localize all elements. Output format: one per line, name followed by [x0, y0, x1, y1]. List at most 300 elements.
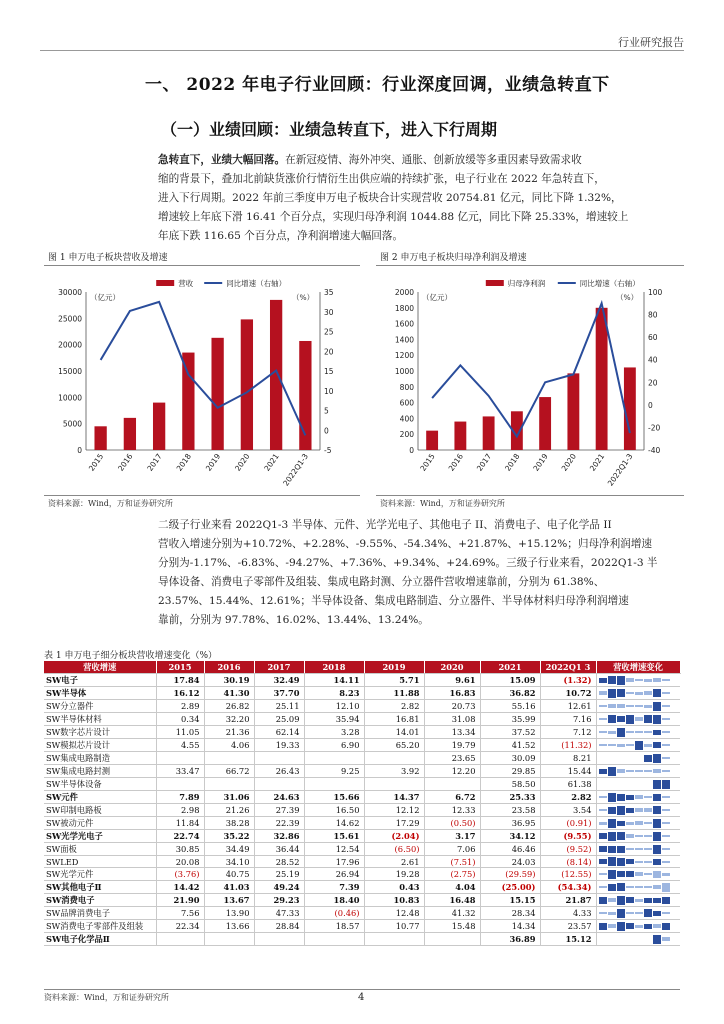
growth-sparkline: [596, 752, 680, 765]
table-header-2: 2016: [204, 661, 254, 674]
figure1-bottom-rule: [44, 495, 360, 496]
table-cell: (29.59): [480, 868, 540, 881]
sparkline-block: [653, 832, 661, 841]
sparkline-block: [617, 754, 625, 763]
sparkline-block: [653, 678, 661, 682]
sparkline-block: [653, 730, 661, 735]
table-row: [44, 765, 680, 778]
sparkline-block: [599, 859, 607, 864]
sparkline-block: [662, 883, 670, 892]
table-cell: 30.85: [156, 843, 204, 856]
sparkline-block: [626, 780, 634, 789]
table-row: [44, 933, 680, 946]
table-cell: 19.79: [424, 739, 480, 752]
sparkline-block: [599, 822, 607, 825]
np-ytick-left-7: 1400: [394, 335, 414, 345]
table-cell: 19.28: [364, 868, 424, 881]
table-cell: 35.94: [304, 713, 364, 726]
sparkline-block: [635, 770, 643, 772]
table-cell: 22.34: [156, 920, 204, 933]
para2-line-4: 导体设备、消费电子零部件及组装、集成电路封测、分立器件营收增速靠前，分别为 61.38%、: [158, 576, 605, 588]
para2-line-2: 营收入增速分别为+10.72%、+2.28%、-9.55%、-54.34%、+21.87%、+15.12%；归母净利润增速: [158, 538, 653, 550]
sparkline-block: [608, 676, 616, 684]
table-row: [44, 843, 680, 856]
table-caption: 表 1 申万电子细分板块营收增速变化（%）: [44, 651, 218, 661]
table-row: [44, 791, 680, 804]
table-row-name: SW面板: [44, 843, 156, 856]
sparkline-block: [617, 846, 625, 853]
table-cell: 26.94: [304, 868, 364, 881]
np-xtick-5: 2020: [559, 451, 579, 473]
np-xtick-2: 2017: [474, 451, 494, 473]
para1-line-2: 缩的背景下，叠加北前缺货涨价行情衍生出供应端的持续扩张，电子行业在 2022 年急转直下，: [158, 173, 605, 185]
sparkline-block: [644, 898, 652, 903]
sparkline-block: [626, 678, 634, 682]
sparkline-block: [662, 780, 670, 789]
table-row-name: SW被动元件: [44, 817, 156, 830]
table-cell: (2.75): [424, 868, 480, 881]
table-cell: 8.23: [304, 687, 364, 700]
table-cell: 27.39: [254, 804, 304, 817]
table-row: [44, 739, 680, 752]
para2-line-5: 23.57%、15.44%、12.61%；半导体设备、集成电路制造、分立器件、半导体材料归母净利润增速: [158, 595, 629, 607]
sparkline-block: [626, 715, 634, 724]
np-ytick-right-6: 80: [648, 310, 658, 320]
sparkline-block: [644, 770, 652, 772]
np-ytick-left-4: 800: [399, 382, 414, 392]
sparkline-block: [635, 886, 643, 888]
table-cell: 23.58: [480, 804, 540, 817]
table-row-name: SW半导体: [44, 687, 156, 700]
table-header-7: 2021: [480, 661, 540, 674]
sparkline-block: [599, 718, 607, 720]
table-row-name: SW半导体材料: [44, 713, 156, 726]
sparkline-block: [617, 922, 625, 931]
table-cell: 13.67: [204, 894, 254, 907]
np-ytick-right-2: 0: [648, 400, 653, 410]
sparkline-block: [599, 744, 607, 746]
table-row-name: SW集成电路封测: [44, 765, 156, 778]
table-cell: 7.16: [540, 713, 596, 726]
sparkline-block: [608, 870, 616, 879]
sparkline-block: [635, 912, 643, 914]
table-row: [44, 907, 680, 920]
table-cell: (3.76): [156, 868, 204, 881]
report-header: 行业研究报告: [618, 36, 684, 49]
table-cell: 14.34: [480, 920, 540, 933]
table-row: [44, 713, 680, 726]
sparkline-block: [635, 754, 643, 763]
table-cell: 34.10: [204, 856, 254, 868]
sparkline-block: [635, 925, 643, 928]
sparkline-block: [608, 807, 616, 814]
table-cell: 21.36: [204, 726, 254, 739]
sparkline-block: [653, 780, 661, 789]
sparkline-block: [644, 924, 652, 929]
page-number: 4: [358, 992, 365, 1003]
sparkline-block: [617, 806, 625, 815]
table-header-3: 2017: [254, 661, 304, 674]
rev-xtick-2: 2017: [145, 451, 164, 473]
sparkline-block: [599, 769, 607, 774]
table-row-name: SW其他电子Ⅱ: [44, 881, 156, 894]
revenue-growth-table: [44, 661, 681, 946]
table-header-4: 2018: [304, 661, 364, 674]
growth-sparkline: [596, 881, 680, 894]
np-ytick-left-3: 600: [399, 398, 414, 408]
figure2-rule: [376, 265, 684, 266]
rev-xtick-4: 2019: [203, 451, 223, 473]
header-divider: [40, 50, 684, 51]
sparkline-block: [644, 886, 652, 888]
sparkline-block: [617, 871, 625, 877]
table-cell: 12.33: [424, 804, 480, 817]
figure1-caption: 图 1 申万电子板块营收及增速: [48, 253, 168, 263]
rev-xtick-5: 2020: [233, 451, 252, 473]
np-legend-bar-label: 归母净利润: [507, 279, 546, 288]
table-cell: 7.06: [424, 843, 480, 856]
table-cell: 25.11: [254, 700, 304, 713]
sparkline-block: [662, 757, 670, 759]
table-cell: [254, 778, 304, 791]
np-legend-bar-swatch: [486, 280, 504, 286]
table-cell: 3.28: [304, 726, 364, 739]
table-cell: 21.90: [156, 894, 204, 907]
growth-sparkline: [596, 856, 680, 868]
growth-sparkline: [596, 894, 680, 907]
growth-sparkline: [596, 907, 680, 920]
sparkline-block: [635, 731, 643, 733]
table-row-name: SW电子化学品Ⅱ: [44, 933, 156, 946]
table-cell: 34.49: [204, 843, 254, 856]
sparkline-block: [626, 897, 634, 903]
sparkline-block: [635, 717, 643, 721]
sparkline-block: [626, 834, 634, 838]
np-bar-4: [539, 397, 551, 450]
sparkline-block: [662, 679, 670, 681]
sparkline-block: [653, 911, 661, 916]
table-cell: 28.34: [480, 907, 540, 920]
np-bar-5: [567, 373, 579, 450]
sparkline-block: [635, 935, 643, 944]
sparkline-block: [599, 754, 607, 763]
table-cell: [364, 933, 424, 946]
growth-sparkline: [596, 868, 680, 881]
sparkline-block: [644, 935, 652, 944]
table-header-8: 2022Q1 3: [540, 661, 596, 674]
np-ytick-left-9: 1800: [394, 303, 414, 313]
table-cell: 25.09: [254, 713, 304, 726]
table-cell: 16.50: [304, 804, 364, 817]
para1-line-5: 年底下跌 116.65 个百分点，净利润增速大幅回落。: [158, 230, 404, 242]
table-row-name: SW半导体设备: [44, 778, 156, 791]
table-cell: 4.04: [424, 881, 480, 894]
table-cell: (7.51): [424, 856, 480, 868]
sparkline-block: [644, 691, 652, 695]
sparkline-block: [662, 770, 670, 772]
sparkline-block: [626, 859, 634, 864]
table-cell: 31.08: [424, 713, 480, 726]
np-ytick-left-0: 0: [409, 446, 414, 455]
table-cell: 9.25: [304, 765, 364, 778]
sparkline-block: [653, 845, 661, 854]
sparkline-block: [617, 704, 625, 708]
table-cell: 17.96: [304, 856, 364, 868]
table-cell: 13.66: [204, 920, 254, 933]
growth-sparkline: [596, 830, 680, 843]
np-ytick-left-5: 1000: [394, 367, 414, 376]
sparkline-block: [635, 861, 643, 863]
table-row: [44, 894, 680, 907]
sparkline-block: [617, 744, 625, 747]
table-cell: 21.87: [540, 894, 596, 907]
table-cell: 41.30: [204, 687, 254, 700]
rev-ytick-left-1: 5000: [62, 419, 82, 429]
sparkline-block: [644, 715, 652, 723]
para2-line-6: 靠前，分别为 97.78%、16.02%、13.44%、13.24%。: [158, 614, 429, 626]
sparkline-block: [644, 909, 652, 917]
sparkline-block: [662, 796, 670, 798]
rev-ytick-right-5: 20: [324, 347, 334, 357]
sparkline-block: [635, 692, 643, 695]
table-row-name: SW分立器件: [44, 700, 156, 713]
table-cell: 4.33: [540, 907, 596, 920]
growth-sparkline: [596, 739, 680, 752]
sparkline-block: [626, 692, 634, 694]
sparkline-block: [653, 871, 661, 878]
np-ytick-left-8: 1600: [394, 319, 414, 329]
table-cell: 16.48: [424, 894, 480, 907]
table-cell: (0.91): [540, 817, 596, 830]
sparkline-block: [608, 744, 616, 746]
sparkline-block: [617, 676, 625, 685]
sparkline-block: [617, 896, 625, 905]
sparkline-block: [608, 912, 616, 915]
table-row: [44, 752, 680, 765]
profit-chart: [376, 272, 684, 490]
table-row-name: SW消费电子: [44, 894, 156, 907]
table-row-name: SW消费电子零部件及组装: [44, 920, 156, 933]
growth-sparkline: [596, 920, 680, 933]
table-cell: 7.39: [304, 881, 364, 894]
np-xtick-0: 2015: [418, 451, 437, 473]
np-bar-1: [454, 422, 466, 450]
np-ytick-left-6: 1200: [394, 351, 414, 361]
table-cell: 23.57: [540, 920, 596, 933]
growth-sparkline: [596, 817, 680, 830]
table-cell: 46.46: [480, 843, 540, 856]
table-cell: (8.14): [540, 856, 596, 868]
np-ylabel-right: （%）: [616, 293, 639, 302]
table-cell: 4.55: [156, 739, 204, 752]
sparkline-block: [662, 923, 670, 930]
rev-ytick-right-7: 30: [324, 307, 334, 317]
sparkline-block: [662, 809, 670, 811]
sparkline-block: [626, 731, 634, 733]
table-cell: [254, 933, 304, 946]
rev-ylabel-left: （亿元）: [90, 293, 120, 302]
growth-sparkline: [596, 713, 680, 726]
table-cell: 7.12: [540, 726, 596, 739]
rev-ytick-left-0: 0: [77, 446, 82, 455]
sparkline-block: [626, 886, 634, 888]
table-cell: 15.61: [304, 830, 364, 843]
rev-bar-5: [241, 319, 253, 450]
table-cell: (6.50): [364, 843, 424, 856]
table-cell: 12.10: [304, 700, 364, 713]
table-cell: 18.40: [304, 894, 364, 907]
sparkline-block: [599, 691, 607, 695]
table-cell: 13.90: [204, 907, 254, 920]
para1-line-1-text: 在新冠疫情、海外冲突、通胀、创新放缓等多重因素导致需求收: [285, 154, 582, 166]
table-cell: 20.73: [424, 700, 480, 713]
sparkline-block: [626, 770, 634, 772]
table-cell: 3.17: [424, 830, 480, 843]
sparkline-block: [617, 909, 625, 918]
table-cell: [304, 752, 364, 765]
table-cell: 66.72: [204, 765, 254, 778]
sparkline-block: [635, 741, 643, 750]
table-cell: 47.33: [254, 907, 304, 920]
sparkline-block: [608, 898, 616, 902]
table-row: [44, 687, 680, 700]
table-cell: 30.09: [480, 752, 540, 765]
growth-sparkline: [596, 674, 680, 687]
table-cell: 5.71: [364, 674, 424, 687]
sparkline-block: [635, 705, 643, 707]
sparkline-block: [644, 744, 652, 747]
table-cell: [364, 778, 424, 791]
sparkline-block: [608, 689, 616, 698]
sparkline-block: [644, 755, 652, 762]
sparkline-block: [608, 924, 616, 928]
table-row-name: SW模拟芯片设计: [44, 739, 156, 752]
table-cell: 37.52: [480, 726, 540, 739]
table-cell: 16.12: [156, 687, 204, 700]
sparkline-block: [653, 754, 661, 763]
rev-xtick-0: 2015: [86, 451, 106, 473]
np-xtick-6: 2021: [587, 451, 607, 473]
sparkline-block: [626, 808, 634, 813]
rev-bar-3: [182, 353, 194, 450]
rev-xtick-1: 2016: [116, 451, 135, 473]
sparkline-block: [662, 718, 670, 720]
sparkline-block: [635, 821, 643, 825]
sparkline-block: [653, 898, 661, 903]
sparkline-block: [626, 848, 634, 850]
table-cell: 23.65: [424, 752, 480, 765]
sparkline-block: [653, 689, 661, 697]
sparkline-block: [608, 857, 616, 866]
figure2-source: 资料来源：Wind，万和证券研究所: [380, 499, 505, 508]
rev-ytick-right-4: 15: [324, 367, 334, 376]
table-cell: 35.22: [204, 830, 254, 843]
table-cell: [424, 778, 480, 791]
np-xtick-7: 2022Q1-3: [605, 451, 635, 488]
sparkline-block: [644, 861, 652, 863]
sparkline-block: [617, 728, 625, 737]
table-bottom-rule: [44, 989, 680, 990]
sparkline-block: [635, 795, 643, 799]
table-cell: 33.47: [156, 765, 204, 778]
sparkline-block: [599, 897, 607, 904]
table-cell: 15.12: [540, 933, 596, 946]
sparkline-block: [635, 780, 643, 789]
rev-bar-4: [211, 338, 223, 450]
table-cell: [424, 933, 480, 946]
table-row: [44, 856, 680, 868]
sparkline-block: [608, 846, 616, 853]
table-cell: 12.12: [364, 804, 424, 817]
sparkline-block: [662, 848, 670, 850]
table-cell: 24.03: [480, 856, 540, 868]
table-row: [44, 817, 680, 830]
table-cell: 21.26: [204, 804, 254, 817]
table-cell: [304, 933, 364, 946]
table-cell: 24.63: [254, 791, 304, 804]
table-row: [44, 881, 680, 894]
sparkline-block: [617, 821, 625, 826]
rev-xtick-7: 2022Q1-3: [281, 451, 311, 488]
figure2-caption: 图 2 申万电子板块归母净利润及增速: [380, 253, 527, 263]
section-title: 一、 2022 年电子行业回顾：行业深度回调，业绩急转直下: [145, 75, 610, 95]
growth-sparkline: [596, 700, 680, 713]
paragraph-2: [158, 516, 684, 630]
table-cell: 3.92: [364, 765, 424, 778]
sparkline-block: [599, 912, 607, 914]
table-cell: (9.52): [540, 843, 596, 856]
rev-xtick-3: 2018: [174, 451, 194, 473]
table-cell: (25.00): [480, 881, 540, 894]
table-cell: 14.01: [364, 726, 424, 739]
sparkline-block: [626, 871, 634, 877]
table-cell: 25.33: [480, 791, 540, 804]
table-row: [44, 700, 680, 713]
paragraph-1: [158, 151, 684, 246]
sparkline-block: [662, 705, 670, 707]
sparkline-block: [617, 832, 625, 840]
para2-line-1: 二级子行业来看 2022Q1-3 半导体、元件、光学光电子、其他电子 II、消费电子、电子化学品 II: [158, 519, 612, 531]
table-cell: 41.52: [480, 739, 540, 752]
sparkline-block: [662, 731, 670, 733]
figure1-rule: [44, 265, 360, 266]
table-cell: 61.38: [540, 778, 596, 791]
sparkline-block: [617, 780, 625, 789]
table-cell: 65.20: [364, 739, 424, 752]
table-row: [44, 778, 680, 791]
growth-sparkline: [596, 843, 680, 856]
table-cell: 36.89: [480, 933, 540, 946]
table-header-9: 营收增速变化: [596, 661, 680, 674]
sparkline-block: [662, 744, 670, 746]
figure2-bottom-rule: [376, 495, 684, 496]
sparkline-block: [653, 819, 661, 828]
growth-sparkline: [596, 687, 680, 700]
table-cell: 15.48: [424, 920, 480, 933]
np-bar-2: [483, 416, 495, 450]
figure1-source: 资料来源：Wind，万和证券研究所: [48, 499, 173, 508]
table-cell: 35.99: [480, 713, 540, 726]
sparkline-block: [608, 793, 616, 802]
table-cell: 34.12: [480, 830, 540, 843]
table-cell: 31.06: [204, 791, 254, 804]
growth-sparkline: [596, 933, 680, 946]
table-header-6: 2020: [424, 661, 480, 674]
sparkline-block: [653, 806, 661, 814]
rev-ytick-left-6: 30000: [58, 288, 82, 297]
table-cell: 2.89: [156, 700, 204, 713]
rev-ytick-right-6: 25: [324, 327, 334, 337]
